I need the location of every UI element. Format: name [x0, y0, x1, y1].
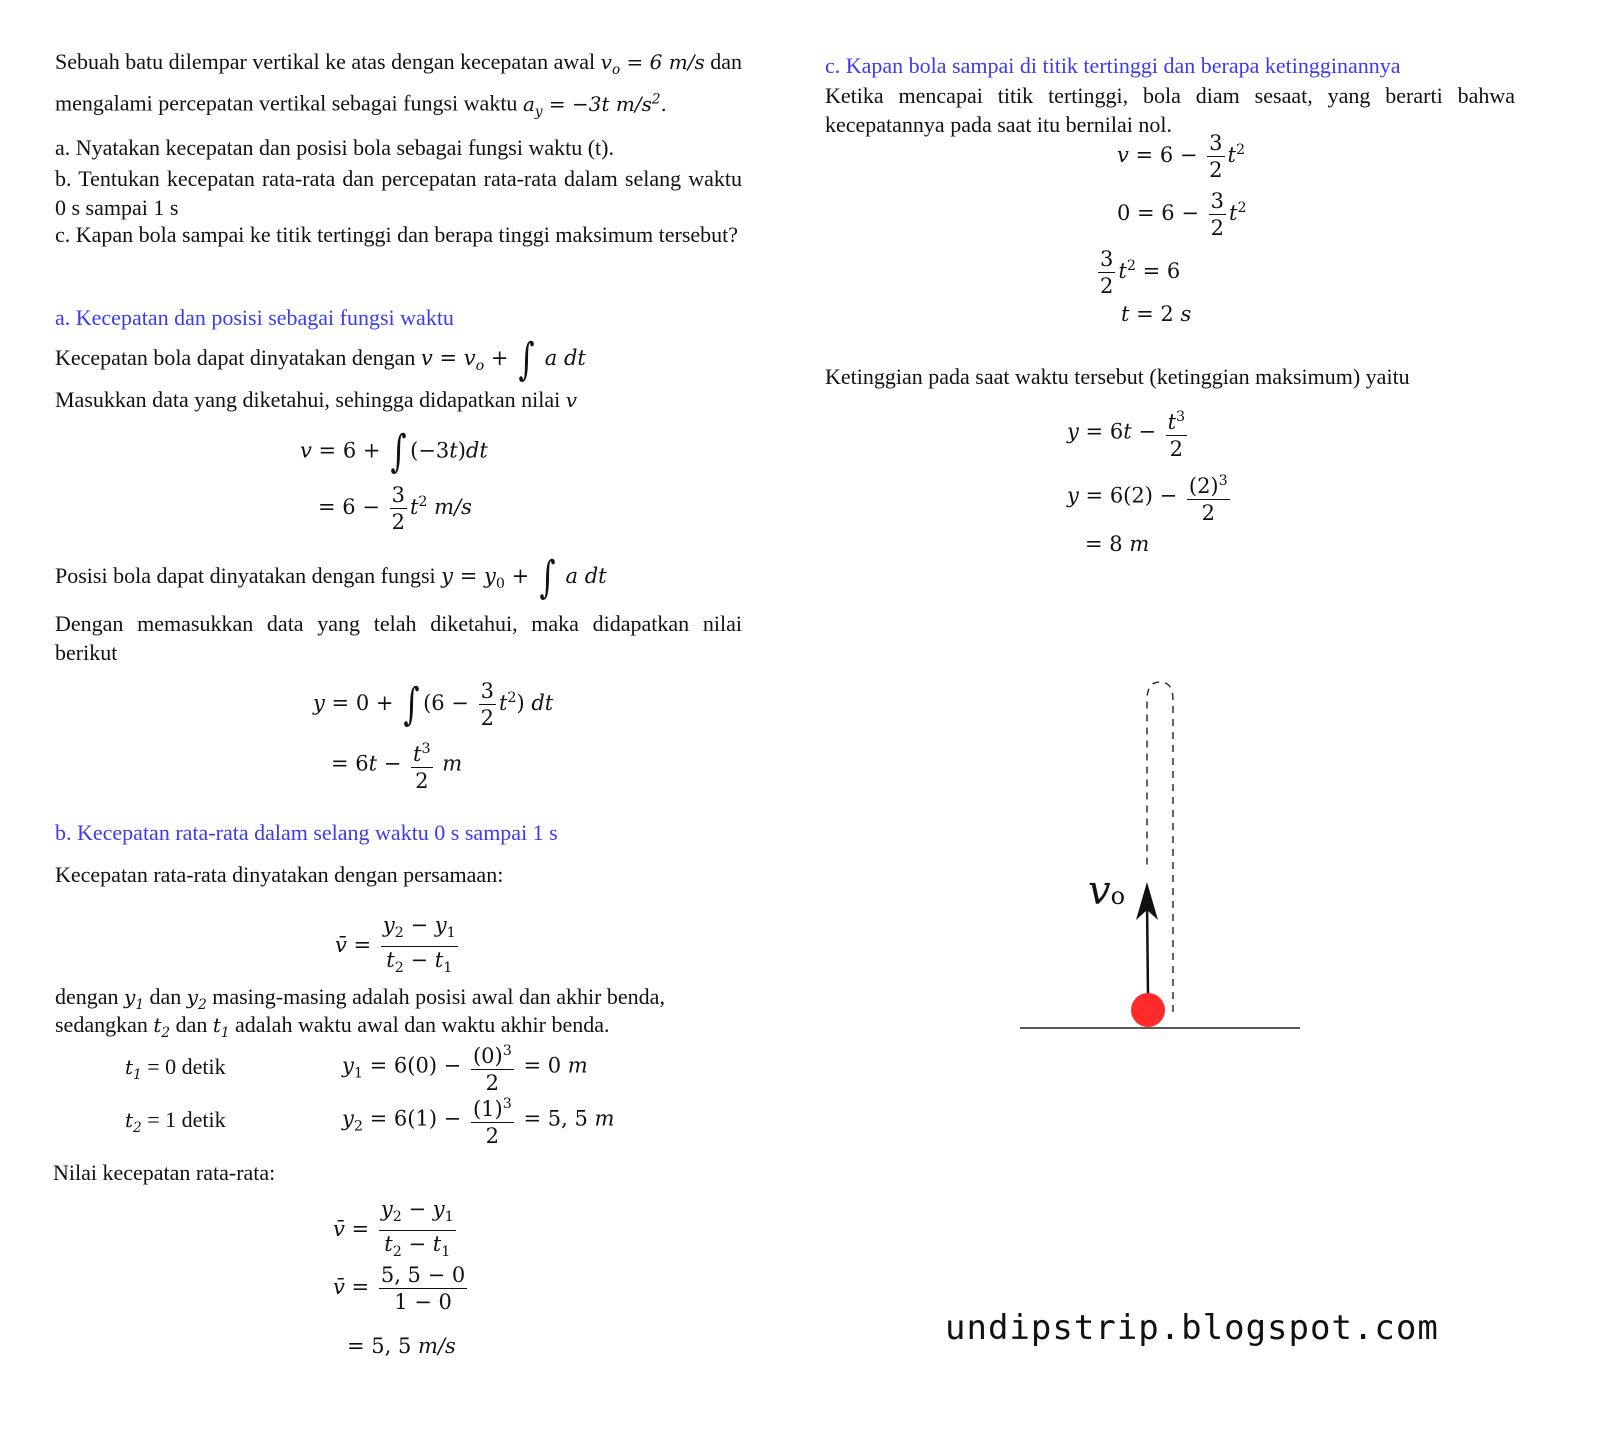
velocity-equation: v = 6 + ∫ (−3t)dt = 6 − $\frac{3}{2}$ $t^2$ m/s	[300, 426, 488, 534]
t2-value: $t_2 = 1$ detik	[125, 1107, 226, 1136]
heading-section-c: c. Kapan bola sampai di titik tertinggi dan berapa ketingginannya	[825, 53, 1401, 78]
watermark: undipstrip.blogspot.com	[945, 1308, 1439, 1348]
heading-section-a: a. Kecepatan dan posisi sebagai fungsi waktu	[55, 305, 454, 330]
question-b: b. Tentukan kecepatan rata-rata dan percepatan rata-rata dalam selang waktu 0 s sampai 1 s	[55, 166, 742, 220]
question-c: c. Kapan bola sampai ke titik tertinggi dan berapa tinggi maksimum tersebut?	[55, 222, 739, 247]
velocity-label	[1088, 868, 1125, 914]
heading-section-b: b. Kecepatan rata-rata dalam selang waktu 0 s sampai 1 s	[55, 820, 558, 845]
projectile-figure	[1010, 670, 1320, 1050]
substitute-v-label: Masukkan data yang diketahui, sehingga didapatkan nilai	[55, 387, 561, 412]
avg-velocity-value-text: Nilai kecepatan rata-rata:	[53, 1160, 276, 1185]
position-equation: y = 0 + ∫ (6 − $\frac{3}{2}$ $t^2$) dt = 6t − $\frac{t^3}{2}$ m	[313, 678, 554, 793]
problem-statement	[55, 47, 742, 127]
velocity-arrow-shaft	[1147, 902, 1148, 995]
desc-dan-2: dan	[175, 1012, 208, 1037]
position-def-text: Posisi bola dapat dinyatakan dengan fungsi	[55, 563, 436, 588]
y1-equation: $y_1 = 6(0)$ − $\frac{(0)^3}{2}$ = 0 m	[342, 1038, 588, 1096]
t2-label: = 1 detik	[147, 1107, 226, 1132]
ball	[1131, 993, 1165, 1027]
desc-dan: dan	[149, 984, 182, 1009]
velocity-def-text: Kecepatan bola dapat dinyatakan dengan	[55, 345, 416, 370]
initial-velocity-expr: $v_o = 6$ m/s	[600, 50, 705, 78]
max-height-equation: y = 6t − $\frac{t^3}{2}$ y = 6(2) − $\frac{(2)^3}{2}$ = 8 m	[1067, 404, 1233, 556]
highest-point-text: Ketika mencapai titik tertinggi, bola diam sesaat, yang berarti bahwa kecepatannya pada saat itu bernilai nol.	[825, 83, 1515, 137]
substitute-y-text: Dengan memasukkan data yang telah diketahui, maka didapatkan nilai berikut	[55, 611, 742, 665]
problem-intro-cont: dan mengalami percepatan vertikal sebagai fungsi waktu	[55, 49, 742, 116]
question-a: a. Nyatakan kecepatan dan posisi bola sebagai fungsi waktu (t).	[55, 135, 614, 160]
substitute-v-text: Masukkan data yang diketahui, sehingga didapatkan nilai v	[55, 387, 578, 412]
velocity-label-v: v	[1088, 868, 1111, 914]
velocity-label-sub: o	[1110, 882, 1126, 910]
desc-time: adalah waktu awal dan waktu akhir benda.	[235, 1012, 610, 1037]
variable-desc-2: sedangkan $t_2$ dan $t_1$ adalah waktu awal dan waktu akhir benda.	[55, 1012, 610, 1041]
t1-value: $t_1 = 0$ detik	[125, 1054, 226, 1083]
acceleration-expr: $a_y = -3t$ $m/s^2$.	[522, 91, 667, 120]
desc-sedangkan: sedangkan	[55, 1012, 148, 1037]
trajectory-path	[1147, 682, 1173, 1012]
max-height-text: Ketinggian pada saat waktu tersebut (ketinggian maksimum) yaitu	[825, 364, 1410, 389]
position-definition: Posisi bola dapat dinyatakan dengan fungsi $y = y_0$ + ∫ a dt	[55, 551, 607, 603]
avg-velocity-formula: v̄ = $\frac{y_2 - y_1}{t_2 - t_1}$	[335, 913, 456, 977]
desc-dengan: dengan	[55, 984, 119, 1009]
y2-equation: $y_2 = 6(1)$ − $\frac{(1)^3}{2}$ = 5, 5 m	[342, 1091, 614, 1149]
time-max-equation: v = 6 − $\frac{3}{2}$ $t^2$ 0 = 6 − $\frac{3}{2}$ $t^2$ $\frac{3}{2}$ $t^2 = 6$ t = 2 s	[1100, 131, 1247, 326]
velocity-definition: Kecepatan bola dapat dinyatakan dengan $v = v_o$ + ∫ a dt	[55, 333, 586, 385]
problem-intro: Sebuah batu dilempar vertikal ke atas dengan kecepatan awal	[55, 49, 596, 74]
avg-velocity-calc: v̄ = $\frac{y_2 - y_1}{t_2 - t_1}$ v̄ = $\frac{5, 5 - 0}{1 - 0}$ = 5, 5 m/s	[333, 1197, 466, 1358]
variable-desc-1: dengan $y_1$ dan $y_2$ masing-masing adalah posisi awal dan akhir benda,	[55, 984, 665, 1013]
desc-position: masing-masing adalah posisi awal dan akhir benda,	[212, 984, 665, 1009]
avg-velocity-text: Kecepatan rata-rata dinyatakan dengan persamaan:	[55, 862, 504, 887]
t1-label: = 0 detik	[147, 1054, 226, 1079]
